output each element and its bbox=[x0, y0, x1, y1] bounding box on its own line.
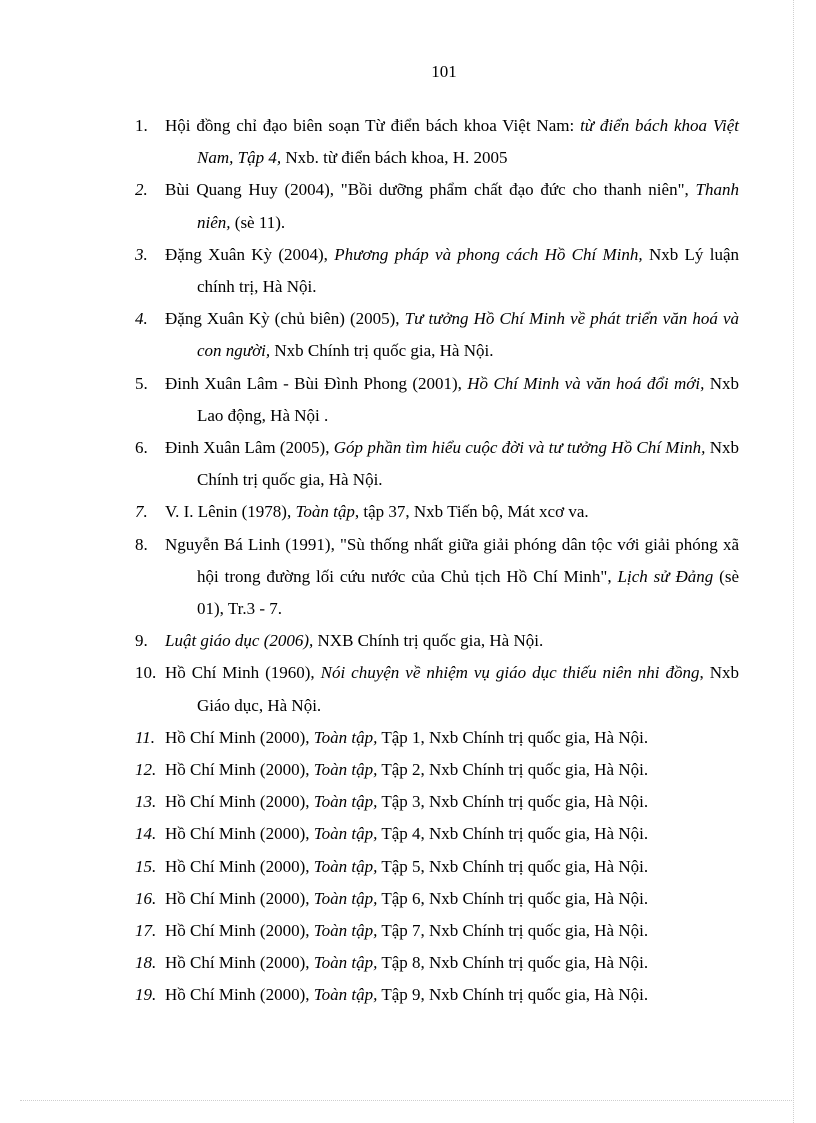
reference-title: Toàn tập, bbox=[313, 727, 378, 747]
reference-text: Tập 5, Nxb Chính trị quốc gia, Hà Nội. bbox=[377, 856, 649, 876]
reference-number: 3. bbox=[135, 244, 148, 264]
reference-text: Nxb Chính trị quốc gia, Hà Nội. bbox=[270, 341, 494, 361]
reference-text: Đặng Xuân Kỳ (2004), bbox=[165, 244, 335, 264]
reference-text: Nguyễn Bá Linh (1991), "Sù thống nhất giữa giải phóng dân tộc với giải phóng xã hội trong đường lối cứu nước của Chủ tịch Hồ Chí Minh", bbox=[165, 534, 739, 586]
reference-number: 7. bbox=[135, 502, 148, 522]
reference-title: Phương pháp và phong cách Hồ Chí Minh, bbox=[334, 244, 643, 264]
reference-number: 9. bbox=[135, 631, 148, 651]
reference-text: NXB Chính trị quốc gia, Hà Nội. bbox=[313, 631, 544, 651]
reference-text: Hội đồng chỉ đạo biên soạn Từ điển bách khoa Việt Nam: bbox=[165, 116, 581, 135]
page-number: 101 bbox=[431, 62, 457, 81]
reference-number: 13. bbox=[135, 792, 157, 812]
reference-text: Hồ Chí Minh (2000), bbox=[165, 760, 314, 780]
reference-text: Bùi Quang Huy (2004), "Bồi dưỡng phẩm chất đạo đức cho thanh niên", bbox=[165, 180, 689, 200]
reference-item bbox=[135, 110, 739, 174]
reference-title: từ điển bách khoa Việt Nam, Tập 4, bbox=[197, 116, 739, 168]
reference-number: 17. bbox=[135, 921, 157, 941]
reference-text: , Nxb Giáo dục, Hà Nội. bbox=[197, 663, 739, 715]
reference-title: Toàn tập, bbox=[313, 824, 378, 844]
reference-number: 8. bbox=[135, 534, 148, 554]
page-frame-bottom bbox=[20, 1100, 794, 1101]
reference-text: Đặng Xuân Kỳ (chủ biên) (2005), bbox=[165, 309, 405, 329]
reference-item bbox=[135, 496, 739, 528]
reference-title: Toàn tập, bbox=[313, 888, 378, 908]
reference-item bbox=[135, 754, 739, 786]
reference-text: Hồ Chí Minh (2000), bbox=[165, 953, 314, 973]
reference-title: Lịch sử Đảng bbox=[617, 566, 714, 586]
reference-number: 1. bbox=[135, 116, 148, 135]
reference-title: Toàn tập, bbox=[313, 921, 378, 941]
reference-item bbox=[135, 657, 739, 721]
reference-title: Nói chuyện về nhiệm vụ giáo dục thiếu niên nhi đồng bbox=[320, 663, 700, 683]
reference-text: Hồ Chí Minh (2000), bbox=[165, 888, 314, 908]
reference-title: Toàn tập bbox=[295, 502, 355, 522]
reference-text: Tập 8, Nxb Chính trị quốc gia, Hà Nội. bbox=[377, 953, 649, 973]
reference-text: Nxb Chính trị quốc gia, Hà Nội. bbox=[197, 438, 739, 490]
reference-item bbox=[135, 979, 739, 1011]
page-frame-right bbox=[793, 0, 794, 1123]
reference-number: 10. bbox=[135, 663, 157, 683]
reference-text: Tập 6, Nxb Chính trị quốc gia, Hà Nội. bbox=[377, 888, 649, 908]
reference-item bbox=[135, 432, 739, 496]
reference-title: Luật giáo dục (2006), bbox=[165, 631, 314, 651]
reference-item bbox=[135, 722, 739, 754]
reference-item bbox=[135, 174, 739, 238]
reference-text: Hồ Chí Minh (2000), bbox=[165, 792, 314, 812]
reference-number: 6. bbox=[135, 438, 148, 458]
reference-text: (sè 01), Tr.3 - 7. bbox=[197, 566, 739, 619]
reference-number: 18. bbox=[135, 953, 157, 973]
reference-text: Hồ Chí Minh (2000), bbox=[165, 985, 314, 1005]
reference-number: 5. bbox=[135, 373, 148, 393]
reference-text: Nxb. từ điển bách khoa, H. 2005 bbox=[281, 148, 508, 168]
reference-text: Nxb Lao động, Hà Nội . bbox=[197, 373, 739, 425]
reference-title: Toàn tập, bbox=[313, 953, 378, 973]
reference-item bbox=[135, 368, 739, 432]
reference-text: Hồ Chí Minh (2000), bbox=[165, 921, 314, 941]
reference-number: 16. bbox=[135, 888, 157, 908]
reference-number: 4. bbox=[135, 309, 148, 329]
reference-title: Hồ Chí Minh và văn hoá đổi mới, bbox=[467, 373, 705, 393]
reference-text: Hồ Chí Minh (2000), bbox=[165, 824, 314, 844]
reference-text: Tập 1, Nxb Chính trị quốc gia, Hà Nội. bbox=[377, 727, 649, 747]
reference-text: Hồ Chí Minh (2000), bbox=[165, 727, 314, 747]
reference-item bbox=[135, 625, 739, 657]
reference-text: Đinh Xuân Lâm (2005), bbox=[165, 438, 334, 458]
reference-list bbox=[135, 110, 739, 1012]
reference-title: Toàn tập, bbox=[313, 985, 378, 1005]
reference-text: Nxb Lý luận chính trị, Hà Nội. bbox=[197, 244, 739, 297]
reference-text: Tập 2, Nxb Chính trị quốc gia, Hà Nội. bbox=[377, 760, 649, 780]
reference-item bbox=[135, 915, 739, 947]
reference-item bbox=[135, 529, 739, 626]
reference-title: Tư tưởng Hồ Chí Minh về phát triển văn hoá và con người, bbox=[197, 309, 740, 361]
reference-text: (sè 11). bbox=[230, 212, 286, 232]
reference-title: Toàn tập, bbox=[313, 792, 378, 812]
reference-title: Góp phần tìm hiểu cuộc đời và tư tưởng Hồ Chí Minh, bbox=[333, 438, 706, 458]
reference-item bbox=[135, 786, 739, 818]
reference-item bbox=[135, 239, 739, 303]
reference-number: 19. bbox=[135, 985, 157, 1005]
reference-item bbox=[135, 883, 739, 915]
reference-title: Toàn tập, bbox=[313, 856, 378, 876]
reference-text: Hồ Chí Minh (2000), bbox=[165, 856, 314, 876]
reference-text: Đinh Xuân Lâm - Bùi Đình Phong (2001), bbox=[165, 373, 468, 393]
reference-number: 14. bbox=[135, 824, 157, 844]
reference-title: Thanh niên, bbox=[197, 180, 739, 232]
reference-text: Tập 9, Nxb Chính trị quốc gia, Hà Nội. bbox=[377, 985, 649, 1005]
reference-text: Tập 7, Nxb Chính trị quốc gia, Hà Nội. bbox=[377, 921, 649, 941]
reference-number: 11. bbox=[135, 727, 155, 747]
reference-text: Tập 3, Nxb Chính trị quốc gia, Hà Nội. bbox=[377, 792, 649, 812]
reference-text: Hồ Chí Minh (1960), bbox=[165, 663, 321, 683]
reference-item bbox=[135, 851, 739, 883]
reference-title: Toàn tập, bbox=[313, 760, 378, 780]
reference-number: 2. bbox=[135, 180, 148, 200]
reference-item bbox=[135, 303, 739, 367]
reference-text: , tập 37, Nxb Tiến bộ, Mát xcơ va. bbox=[354, 502, 589, 522]
reference-text: V. I. Lênin (1978), bbox=[165, 502, 296, 522]
reference-text: Tập 4, Nxb Chính trị quốc gia, Hà Nội. bbox=[377, 824, 649, 844]
reference-item bbox=[135, 818, 739, 850]
reference-item bbox=[135, 947, 739, 979]
reference-number: 15. bbox=[135, 856, 157, 876]
reference-number: 12. bbox=[135, 760, 157, 780]
